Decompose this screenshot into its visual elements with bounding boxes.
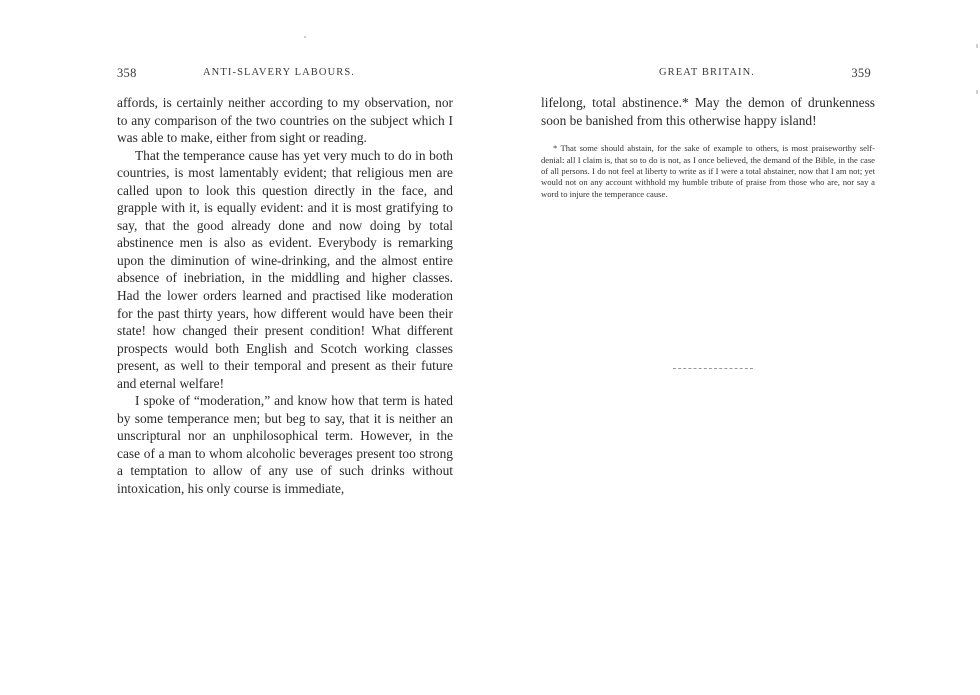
right-running-head [541, 66, 875, 84]
footnote: * That some should abstain, for the sake of example to others, is most praiseworthy self-denial: all I claim is, that so to do is not, as I once believed, the demand of the Bible, in the case of all persons. I do not feel at liberty to write as if I were a total abstainer, now that I am not; yet would not on any account withhold my humble tribute of praise from those who are, nor say a word to injure the temperance cause. [541, 143, 875, 199]
right-body-text [541, 94, 875, 129]
page-edge-mark [976, 90, 978, 94]
left-running-title: ANTI-SLAVERY LABOURS. [203, 67, 356, 78]
page-edge-mark [976, 44, 978, 48]
left-paragraph-1: affords, is certainly neither according to my observation, nor to any comparison of the two countries on the subject which I was able to make, either from sight or reading. [117, 95, 453, 146]
left-page-number: 358 [117, 66, 137, 80]
left-body-text [117, 94, 453, 498]
section-end-rule [673, 368, 753, 369]
left-paragraph-2: That the temperance cause has yet very much to do in both countries, is most lamentably evident; that religious men are called upon to look this question directly in the face, and grapple with it, is equally evident: and it is most gratifying to say, that the good already done and now doing by total abstinence men is also as evident. Everybody is remarking upon the diminution of wine-drinking, and the almost entire absence of inebriation, in the middling and higher classes. Had the lower orders learned and practised like moderation for the past thirty years, how different would have been their state! how changed their present condition! What different prospects would both English and Scotch working classes present, as well to their temporal and present as their future and eternal welfare! [117, 147, 453, 391]
right-page [541, 0, 875, 200]
left-running-head [117, 66, 453, 84]
right-running-title: GREAT BRITAIN. [659, 67, 756, 78]
left-paragraph-3: I spoke of “moderation,” and know how that term is hated by some temperance men; but beg to say, that it is neither an unscriptural nor an unphilosophical term. However, in the case of a man to whom alcoholic beverages present too strong a temptation to allow of any use of such drinks without intoxication, his only course is immediate, [117, 393, 453, 497]
left-page [117, 0, 453, 498]
right-paragraph-1: lifelong, total abstinence.* May the demon of drunkenness soon be banished from this otherwise happy island! [541, 95, 875, 128]
right-page-number: 359 [851, 66, 871, 80]
